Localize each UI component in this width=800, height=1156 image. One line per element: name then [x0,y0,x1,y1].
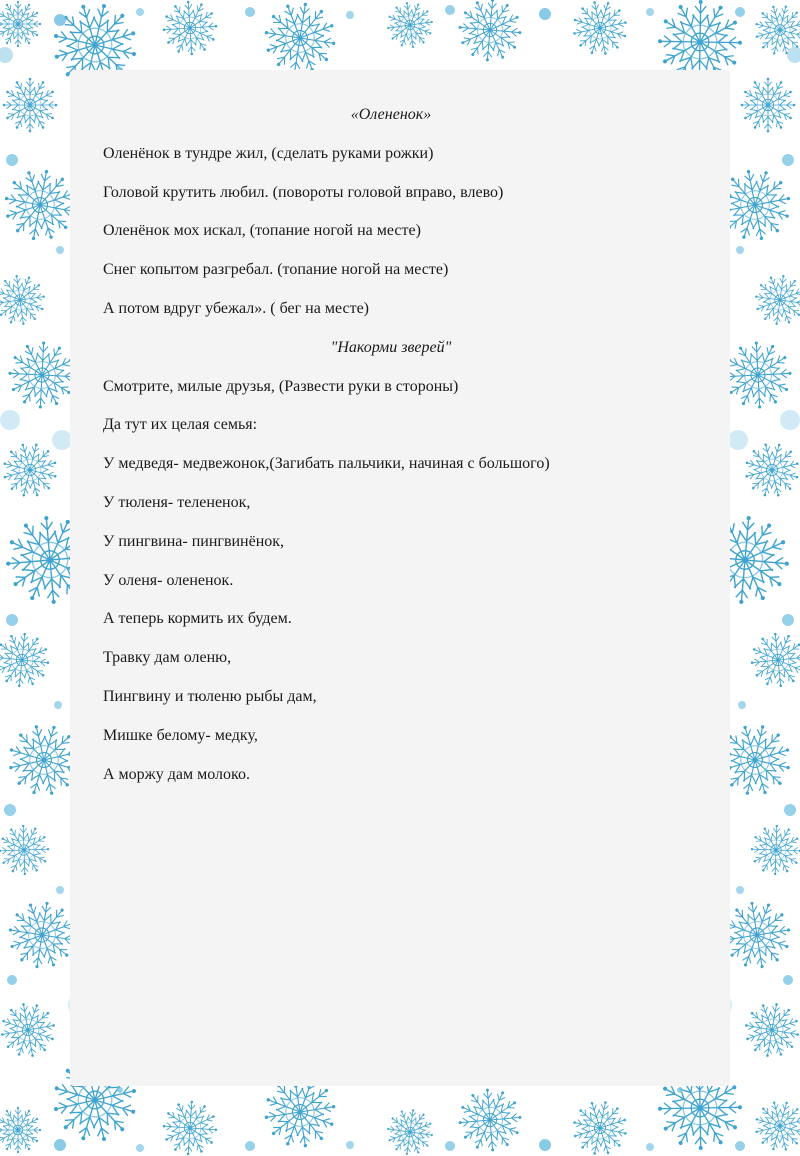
snow-dot-icon [7,975,17,985]
snow-dot-icon [54,1139,66,1151]
poem-line: Мишке белому- медку, [103,726,258,744]
snow-dot-icon [445,1141,455,1151]
snowflake-icon [745,265,800,336]
snowflake-icon [0,824,50,876]
poem-line: А теперь кормить их будем. [103,610,292,628]
snowflake-icon [448,0,532,72]
snow-dot-icon [736,246,744,254]
snowflake-icon [568,0,633,60]
snowflake-icon [456,1086,524,1154]
poem-line: У пингвина- пингвинёнок, [103,532,285,550]
snowflake-icon [744,1090,800,1156]
snow-dot-icon [6,154,18,166]
poem-line: А потом вдруг убежал». ( бег на месте) [103,299,369,317]
snowflake-icon [3,78,58,133]
snow-dot-icon [780,410,800,430]
snow-dot-icon [346,11,354,19]
snowflake-icon [0,267,53,333]
snowflake-icon [153,0,226,65]
snow-dot-icon [539,8,551,20]
snow-dot-icon [54,14,66,26]
snow-dot-icon [245,1141,255,1151]
snow-dot-icon [782,154,794,166]
snowflake-icon [0,1,41,47]
snow-dot-icon [736,886,744,894]
snow-dot-icon [346,1141,354,1149]
snow-dot-icon [783,975,793,985]
snow-dot-icon [136,8,144,16]
snowflake-icon [742,624,800,696]
snowflake-icon [152,1090,228,1156]
poem-line: У медведя- медвежонок,(Загибать пальчики, начиная с большого) [103,455,550,473]
snow-dot-icon [117,1087,123,1093]
snow-dot-icon [245,7,255,17]
snow-dot-icon [677,1087,683,1093]
snow-dot-icon [0,47,13,63]
snowflake-icon [0,995,63,1065]
snow-dot-icon [56,246,64,254]
snow-dot-icon [738,701,746,709]
snowflake-icon [740,998,800,1061]
poem-line: Смотрите, милые друзья, (Развести руки в стороны) [103,377,459,395]
snow-dot-icon [646,1143,654,1151]
snow-dot-icon [784,804,796,816]
snowflake-icon [0,624,58,696]
snow-dot-icon [56,886,64,894]
snowflake-icon [378,0,443,57]
poem-line: Оленёнок мох искал, (топание ногой на месте) [103,222,421,240]
snowflake-icon [742,816,800,884]
snow-dot-icon [136,1144,144,1152]
snow-dot-icon [539,1139,551,1151]
poem-line: Травку дам оленю, [103,649,232,667]
snow-dot-icon [646,8,654,16]
snowflake-icon [0,1107,41,1153]
snowflake-icon [741,78,796,133]
poem-line: Снег копытом разгребал. (топание ногой на месте) [103,261,449,279]
document-content [103,96,723,794]
snowflake-icon [739,437,800,503]
poem-line: Головой крутить любил. (повороты головой вправо, влево) [103,183,504,201]
poem-title-olenenok: «Олененок» [350,106,432,123]
snow-dot-icon [728,430,748,450]
snow-dot-icon [735,7,745,17]
snow-dot-icon [52,430,72,450]
poem-line: Оленёнок в тундре жил, (сделать руками рожки) [103,144,434,162]
poem-line: А моржу дам молоко. [103,765,250,783]
snowflake-icon [719,897,796,974]
snow-dot-icon [735,1141,745,1151]
snow-dot-icon [782,614,794,626]
poem-title-nakormi-zverei: "Накорми зверей" [330,338,452,356]
poem-line: Пингвину и тюленю рыбы дам, [103,687,317,705]
snowflake-icon [4,897,81,974]
poem-line: Да тут их целая семья: [103,416,258,434]
snow-dot-icon [445,5,455,15]
snowflake-icon [380,1102,440,1156]
poem-line: У оленя- олененок. [103,571,234,589]
snow-dot-icon [54,701,62,709]
snowflake-icon [568,1096,633,1156]
snow-dot-icon [0,410,20,430]
snow-dot-icon [4,804,16,816]
poem-line: У тюленя- телененок, [103,493,251,511]
snow-dot-icon [6,614,18,626]
